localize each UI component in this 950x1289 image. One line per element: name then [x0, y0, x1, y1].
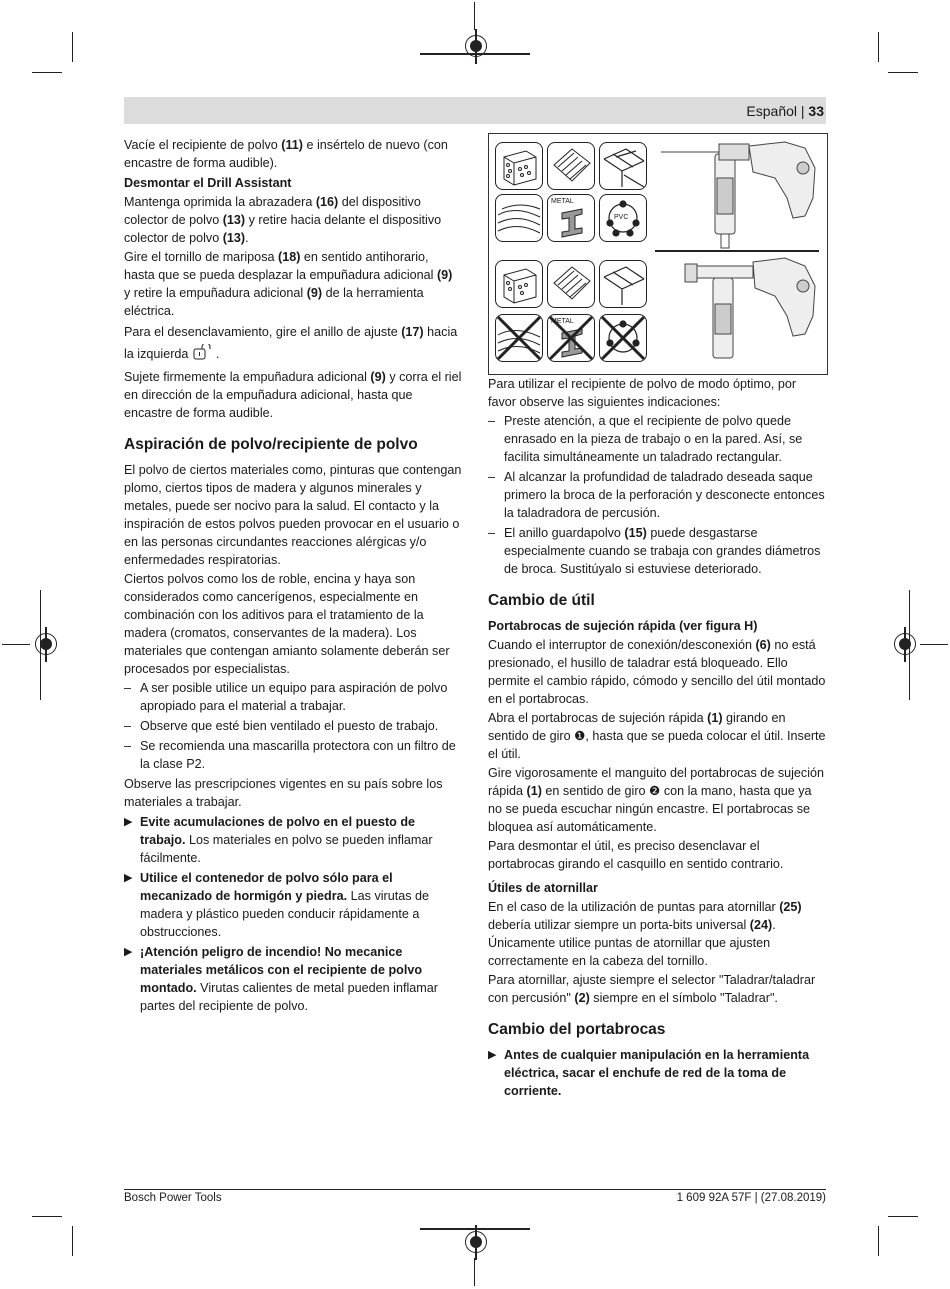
- paragraph: Gire vigorosamente el manguito del portabrocas de sujeción rápida (1) en sentido de giro ❷ con la mano, hasta que ya no se pueda escuchar ningún encastre. El portabrocas se bloquea así automáticamente.: [488, 766, 825, 834]
- header-language: Español: [746, 103, 797, 119]
- crop-mark: [72, 1226, 73, 1256]
- paragraph: Ciertos polvos como los de roble, encina y haya son considerados como cancerígenos, especialmente en combinación con los aditivos para el tratamiento de la madera (cromatos, conservantes de la madera). Los materiales que contengan amianto solamente deberán ser procesados por especialistas.: [124, 572, 450, 676]
- wood-material-icon: [495, 194, 543, 242]
- paragraph: En el caso de la utilización de puntas para atornillar (25) debería utilizar siempre un porta-bits universal (24). Únicamente utilice puntas de atornillar que ajusten correctamente en la cabeza del tornillo.: [488, 900, 802, 968]
- metal-material-icon: METAL: [547, 194, 595, 242]
- registration-mark-icon: [894, 633, 916, 655]
- list-item: – Al alcanzar la profundidad de taladrado deseada saque primero la broca de la perforación y desconecte entonces la taladradora de percusión.: [488, 468, 826, 522]
- crop-mark: [888, 72, 918, 73]
- page-number: 33: [808, 103, 824, 119]
- dash-list: [488, 412, 826, 578]
- footer-brand: Bosch Power Tools: [124, 1192, 222, 1204]
- pvc-not-allowed-icon: [599, 314, 647, 362]
- material-figure: [488, 133, 828, 375]
- section-subheading: Portabrocas de sujeción rápida (ver figura H): [488, 619, 758, 633]
- list-item: – Preste atención, a que el recipiente de polvo quede enrasado en la pieza de trabajo o en la pared. Así, se facilita simultáneamente un taladrado rectangular.: [488, 412, 826, 466]
- paragraph: Para utilizar el recipiente de polvo de modo óptimo, por favor observe las siguientes indicaciones:: [488, 377, 797, 409]
- metal-not-allowed-icon: METAL: [547, 314, 595, 362]
- list-item: – A ser posible utilice un equipo para aspiración de polvo apropiado para el material a trabajar.: [124, 679, 462, 715]
- drill-with-dust-extractor-icon: [655, 254, 823, 370]
- list-item: – Se recomienda una mascarilla protectora con un filtro de la clase P2.: [124, 737, 462, 773]
- registration-mark-icon: [465, 1231, 487, 1253]
- footer-document-id: 1 609 92A 57F | (27.08.2019): [676, 1192, 826, 1204]
- registration-mark-icon: [465, 35, 487, 57]
- section-heading: Aspiración de polvo/recipiente de polvo: [124, 436, 418, 453]
- tile-material-icon: [599, 142, 647, 190]
- crop-mark: [474, 1258, 475, 1286]
- paragraph: Gire el tornillo de mariposa (18) en sentido antihorario, hasta que se pueda desplazar la empuñadura adicional (9) y retire la empuñadura adicional (9) de la herramienta eléctrica.: [124, 250, 453, 318]
- brick-material-icon: [495, 142, 543, 190]
- paragraph: Cuando el interruptor de conexión/desconexión (6) no está presionado, el husillo de taladrar está bloqueado. Ello permite el cambio rápido, cómodo y sencillo del útil montado en el portabrocas.: [488, 638, 826, 706]
- warning-item: ▶ Evite acumulaciones de polvo en el puesto de trabajo. Los materiales en polvo se pueden inflamar fácilmente.: [124, 813, 462, 867]
- crop-mark: [888, 1216, 918, 1217]
- stone-material-icon: [547, 142, 595, 190]
- separator-line: [655, 250, 819, 252]
- drill-with-dust-extractor-icon: [655, 138, 823, 250]
- left-column: [124, 136, 462, 1017]
- paragraph: Para atornillar, ajuste siempre el selector "Taladrar/taladrar con percusión" (2) siempre en el símbolo "Taladrar".: [488, 973, 816, 1005]
- tile-material-icon: [599, 260, 647, 308]
- warning-list: [124, 813, 462, 1015]
- warning-item: ▶ Antes de cualquier manipulación en la herramienta eléctrica, sacar el enchufe de red de la toma de corriente.: [488, 1046, 826, 1100]
- wood-not-allowed-icon: [495, 314, 543, 362]
- unlock-icon: [192, 344, 216, 367]
- crop-mark: [32, 72, 62, 73]
- crop-mark: [32, 1216, 62, 1217]
- list-item: – Observe que esté bien ventilado el puesto de trabajo.: [124, 717, 462, 735]
- section-subheading: Desmontar el Drill Assistant: [124, 176, 292, 190]
- paragraph: Sujete firmemente la empuñadura adicional (9) y corra el riel en dirección de la empuñadura adicional, hasta que encastre de forma audible.: [124, 370, 462, 420]
- crop-mark: [920, 644, 948, 645]
- crop-mark: [474, 2, 475, 30]
- paragraph: Abra el portabrocas de sujeción rápida (1) girando en sentido de giro ❶, hasta que se pueda colocar el útil. Inserte el útil.: [488, 711, 826, 761]
- warning-item: ▶ Utilice el contenedor de polvo sólo para el mecanizado de hormigón y piedra. Las virutas de madera y plástico pueden conducir rápidamente a obstrucciones.: [124, 869, 462, 941]
- paragraph: Para desmontar el útil, es preciso desenclavar el portabrocas girando el casquillo en sentido contrario.: [488, 839, 784, 871]
- registration-mark-icon: [35, 633, 57, 655]
- paragraph: Mantenga oprimida la abrazadera (16) del dispositivo colector de polvo (13) y retire hacia delante el dispositivo colector de polvo (13).: [124, 195, 442, 245]
- header-bar: [124, 97, 826, 124]
- pvc-material-icon: PVC: [599, 194, 647, 242]
- warning-item: ▶ ¡Atención peligro de incendio! No mecanice materiales metálicos con el recipiente de polvo montado. Virutas calientes de metal pueden inflamar partes del recipiente de polvo.: [124, 943, 462, 1015]
- warning-list: [488, 1046, 826, 1100]
- dash-list: [124, 679, 462, 773]
- crop-mark: [72, 32, 73, 62]
- crop-mark: [2, 644, 30, 645]
- paragraph: Vacíe el recipiente de polvo (11) e insértelo de nuevo (con encastre de forma audible).: [124, 138, 448, 170]
- page-header: Español | 33: [746, 103, 824, 119]
- section-heading: Cambio de útil: [488, 592, 595, 609]
- section-subheading: Útiles de atornillar: [488, 881, 598, 895]
- paragraph: Observe las prescripciones vigentes en su país sobre los materiales a trabajar.: [124, 777, 443, 809]
- stone-material-icon: [547, 260, 595, 308]
- footer-rule: [124, 1189, 826, 1190]
- crop-mark: [878, 1226, 879, 1256]
- brick-material-icon: [495, 260, 543, 308]
- list-item: – El anillo guardapolvo (15) puede desgastarse especialmente cuando se trabaja con grandes diámetros de broca. Sustitúyalo si estuviese deteriorado.: [488, 524, 826, 578]
- section-heading: Cambio del portabrocas: [488, 1021, 666, 1038]
- paragraph: El polvo de ciertos materiales como, pinturas que contengan plomo, ciertos tipos de madera y algunos minerales y metales, puede ser nocivo para la salud. El contacto y la inspiración de estos polvos pueden provocar en el usuario o en las personas circundantes reacciones alérgicas y/o enfermedades respiratorias.: [124, 463, 462, 567]
- right-column: [488, 375, 826, 1102]
- paragraph: Para el desenclavamiento, gire el anillo de ajuste (17) hacia la izquierda .: [124, 321, 462, 367]
- crop-mark: [878, 32, 879, 62]
